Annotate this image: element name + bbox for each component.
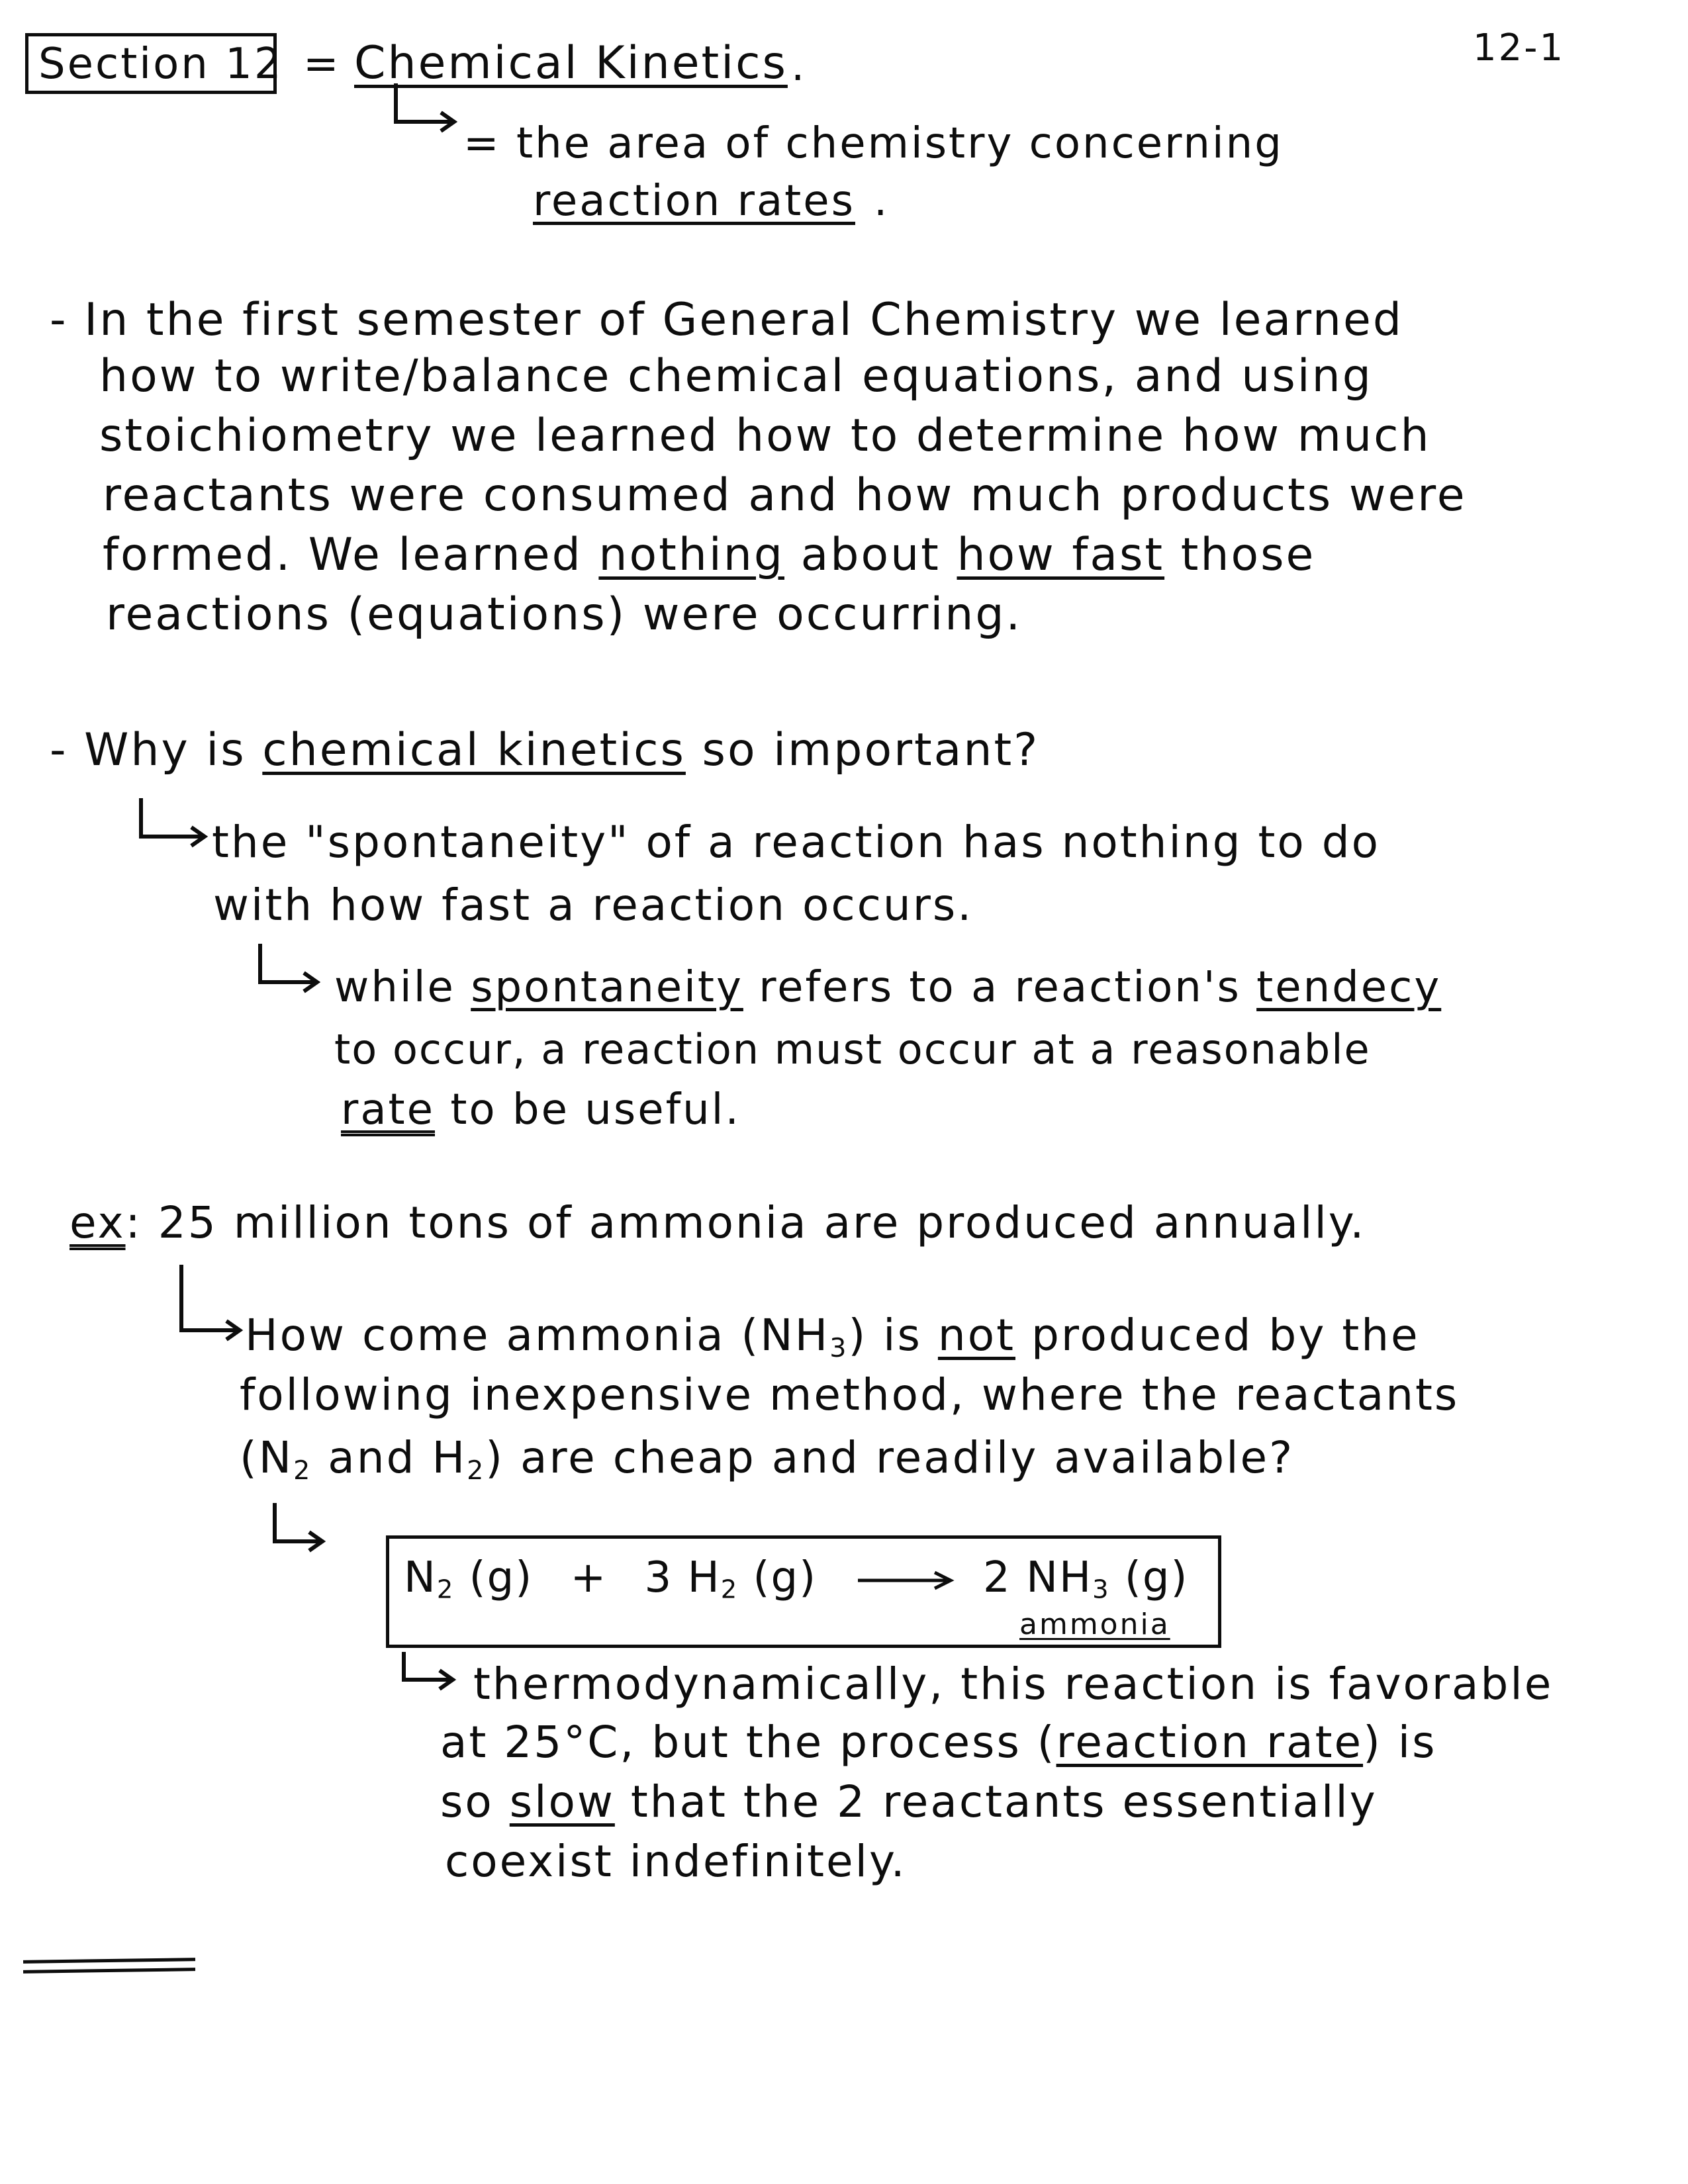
para2-answer2-line1 (334, 963, 1442, 1012)
term-tendecy: tendecy (1256, 963, 1442, 1012)
definition-end: . (874, 177, 890, 226)
thermo-line1: thermodynamically, this reaction is favorable (473, 1659, 1554, 1709)
para2-answer1-line2: with how fast a reaction occurs. (213, 880, 974, 931)
eq-h-sub: 2 (720, 1574, 739, 1605)
hook-arrow-icon (172, 1261, 252, 1353)
eq-q-a: How come ammonia (NH (245, 1310, 830, 1361)
para2-a2-prefix: while (334, 963, 455, 1012)
equation-product (983, 1553, 1189, 1605)
eq-q-sub3: 3 (829, 1332, 849, 1363)
definition-line: = the area of chemistry concerning (463, 119, 1284, 168)
para2-a2-line3: to be useful. (450, 1085, 741, 1134)
example-line (70, 1197, 1366, 1248)
para1-line5 (103, 529, 1316, 581)
eq-g2: (g) (753, 1553, 818, 1602)
eq-g1: (g) (469, 1553, 534, 1602)
section-end-rule-top (23, 1958, 195, 1964)
eq-q3-sub2a: 2 (293, 1455, 312, 1486)
term-chemical-kinetics: chemical kinetics (262, 724, 686, 776)
example-question-line3 (240, 1432, 1295, 1486)
para2-answer1-line1: the "spontaneity" of a reaction has nothing to do (212, 817, 1381, 868)
example-question-line1 (245, 1310, 1420, 1363)
para2-answer2-line3 (341, 1085, 741, 1134)
eq-g3: (g) (1124, 1553, 1189, 1602)
eq-n: N (404, 1553, 437, 1602)
eq-q3-c: ) are cheap and readily available? (485, 1432, 1295, 1483)
term-slow: slow (509, 1776, 615, 1827)
section-label: Section 12 (38, 40, 283, 89)
para2-q-suffix: so important? (702, 724, 1040, 776)
thermo-l2-b: ) is (1363, 1717, 1437, 1768)
term-nothing: nothing (598, 529, 784, 581)
thermo-l3-a: so (440, 1776, 494, 1827)
hook-arrow-icon (268, 1499, 334, 1565)
page-number: 12-1 (1473, 26, 1566, 69)
eq-q3-sub2b: 2 (467, 1455, 486, 1486)
hook-arrow-icon (255, 940, 328, 1013)
term-spontaneity: spontaneity (471, 963, 743, 1012)
equation (404, 1553, 818, 1605)
page-title-end: . (791, 42, 807, 91)
example-label: ex (70, 1197, 126, 1248)
hook-arrow-icon (391, 79, 470, 152)
para2-a2-mid: refers to a reaction's (759, 963, 1241, 1012)
term-rate: rate (341, 1085, 435, 1134)
para1-line2: how to write/balance chemical equations, and using (99, 350, 1373, 402)
page-title: Chemical Kinetics (354, 37, 788, 89)
eq-n-sub: 2 (436, 1574, 455, 1605)
example-text: : 25 million tons of ammonia are produced annually. (125, 1197, 1366, 1248)
para1-line3: stoichiometry we learned how to determine how much (99, 410, 1431, 462)
eq-3h: 3 H (644, 1553, 721, 1602)
para1-line6: reactions (equations) were occurring. (106, 588, 1023, 641)
thermo-line4: coexist indefinitely. (445, 1836, 907, 1887)
ammonia-label: ammonia (1019, 1608, 1170, 1641)
reaction-arrow-icon (854, 1567, 960, 1594)
definition-term: reaction rates (533, 177, 855, 226)
thermo-line3 (440, 1776, 1378, 1827)
hook-arrow-icon (136, 794, 215, 867)
para1-line5-c: those (1180, 529, 1316, 581)
thermo-l3-b: that the 2 reactants essentially (630, 1776, 1378, 1827)
eq-2nh: 2 NH (983, 1553, 1093, 1602)
eq-q3-b: and H (312, 1432, 467, 1483)
eq-q3-a: (N (240, 1432, 294, 1483)
para2-question (50, 724, 1040, 776)
section-end-rule-bottom (23, 1968, 195, 1974)
eq-q-c: produced by the (1031, 1310, 1420, 1361)
para1-line5-a: formed. We learned (103, 529, 583, 581)
para1-line5-b: about (800, 529, 941, 581)
example-question-line2: following inexpensive method, where the reactants (240, 1369, 1460, 1420)
eq-q-b: ) is (848, 1310, 922, 1361)
term-reaction-rate: reaction rate (1056, 1717, 1364, 1768)
para1-line1: - In the first semester of General Chemistry we learned (50, 294, 1403, 346)
thermo-line2 (440, 1717, 1437, 1768)
hook-arrow-icon (397, 1648, 463, 1714)
equals-sign: = (303, 40, 341, 89)
para2-answer2-line2: to occur, a reaction must occur at a reasonable (334, 1025, 1371, 1073)
para2-q-prefix: - Why is (50, 724, 246, 776)
eq-nh-sub: 3 (1092, 1574, 1110, 1605)
term-how-fast: how fast (957, 529, 1165, 581)
term-not: not (937, 1310, 1015, 1361)
para1-line4: reactants were consumed and how much products were (103, 469, 1467, 522)
thermo-l2-a: at 25°C, but the process ( (440, 1717, 1056, 1768)
eq-plus: + (570, 1553, 608, 1602)
